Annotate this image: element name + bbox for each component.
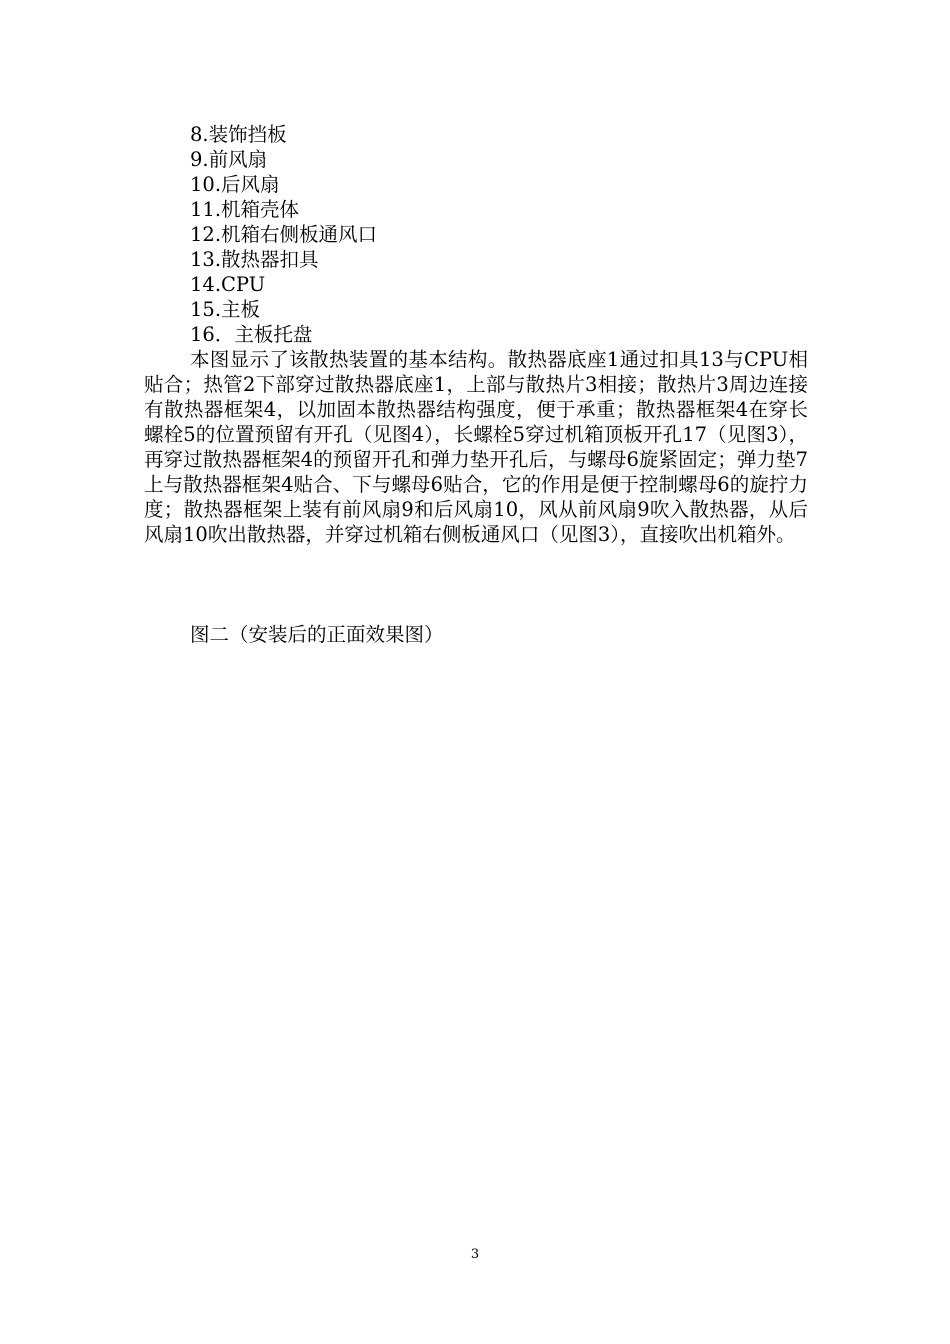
parts-list-item: 11.机箱壳体: [190, 198, 300, 221]
parts-list-item: 14.CPU: [190, 273, 266, 296]
parts-list-item: 15.主板: [190, 298, 261, 321]
parts-list-item: 10.后风扇: [190, 173, 280, 196]
parts-list-item: 12.机箱右侧板通风口: [190, 223, 378, 246]
figure-caption: 图二（安装后的正面效果图）: [190, 623, 444, 646]
parts-list: [190, 122, 377, 347]
description-paragraph: 本图显示了该散热装置的基本结构。散热器底座1通过扣具13与CPU相贴合；热管2下部穿过散热器底座1，上部与散热片3相接；散热片3周边连接有散热器框架4，以加固本散热器结构强度，便于承重；散热器框架4在穿长螺栓5的位置预留有开孔（见图4），长螺栓5穿过机箱顶板开孔17（见图3），再穿过散热器框架4的预留开孔和弹力垫开孔后，与螺母6旋紧固定；弹力垫7上与散热器框架4贴合、下与螺母6贴合，它的作用是便于控制螺母6的旋拧力度；散热器框架上装有前风扇9和后风扇10，风从前风扇9吹入散热器，从后风扇10吹出散热器，并穿过机箱右侧板通风口（见图3），直接吹出机箱外。: [144, 348, 808, 546]
page-number: 3: [470, 1247, 480, 1262]
parts-list-item: 8.装饰挡板: [190, 123, 287, 146]
parts-list-item: 9.前风扇: [190, 148, 268, 171]
parts-list-item: 13.散热器扣具: [190, 248, 319, 271]
parts-list-item: 16．主板托盘: [190, 323, 313, 346]
